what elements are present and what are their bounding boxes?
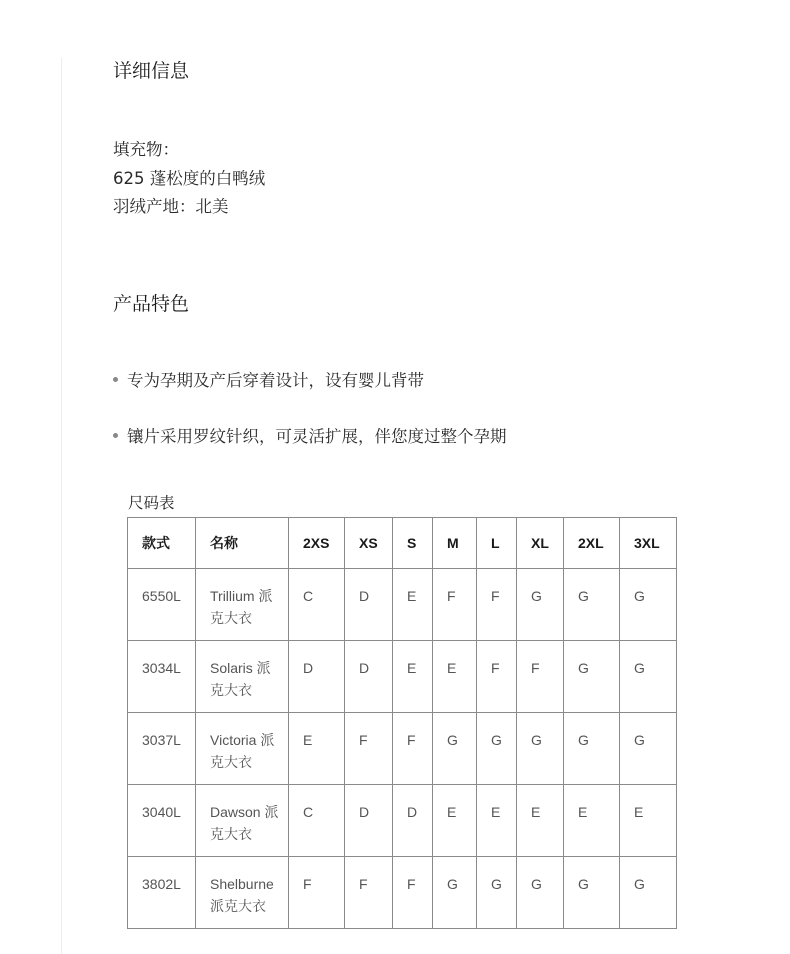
size-cell: E — [620, 785, 677, 857]
size-cell: F — [289, 857, 345, 929]
size-cell: G — [564, 857, 620, 929]
table-row — [128, 569, 677, 641]
header-size: L — [477, 518, 517, 569]
product-name: Victoria 派克大衣 — [196, 713, 289, 785]
size-cell: G — [620, 857, 677, 929]
table-row — [128, 641, 677, 713]
size-cell: G — [477, 857, 517, 929]
style-code: 3034L — [128, 641, 196, 713]
size-cell: G — [517, 713, 564, 785]
header-size: 2XS — [289, 518, 345, 569]
size-cell: G — [517, 569, 564, 641]
details-heading: 详细信息 — [113, 60, 190, 82]
size-cell: E — [477, 785, 517, 857]
size-table — [127, 517, 677, 929]
size-cell: E — [393, 641, 433, 713]
style-code: 6550L — [128, 569, 196, 641]
size-cell: F — [345, 857, 393, 929]
size-cell: F — [477, 569, 517, 641]
style-code: 3040L — [128, 785, 196, 857]
down-origin: 羽绒产地：北美 — [113, 197, 229, 216]
size-cell: G — [564, 641, 620, 713]
size-cell: F — [345, 713, 393, 785]
size-table-caption: 尺码表 — [128, 494, 175, 512]
bullet-icon — [113, 377, 118, 382]
size-cell: D — [345, 569, 393, 641]
product-name: Trillium 派克大衣 — [196, 569, 289, 641]
style-code: 3037L — [128, 713, 196, 785]
size-cell: G — [433, 857, 477, 929]
size-cell: G — [433, 713, 477, 785]
header-size: S — [393, 518, 433, 569]
table-header-row — [128, 518, 677, 569]
size-cell: C — [289, 785, 345, 857]
size-cell: G — [564, 713, 620, 785]
size-cell: G — [620, 641, 677, 713]
size-cell: D — [289, 641, 345, 713]
content-left-border — [61, 58, 62, 954]
header-size: XS — [345, 518, 393, 569]
size-cell: F — [517, 641, 564, 713]
size-cell: D — [393, 785, 433, 857]
header-size: XL — [517, 518, 564, 569]
size-cell: G — [564, 569, 620, 641]
features-heading: 产品特色 — [113, 293, 190, 315]
size-cell: E — [564, 785, 620, 857]
fill-label: 填充物： — [113, 140, 179, 159]
style-code: 3802L — [128, 857, 196, 929]
fill-value: 625 蓬松度的白鸭绒 — [113, 168, 266, 188]
size-cell: E — [393, 569, 433, 641]
size-cell: D — [345, 785, 393, 857]
size-cell: F — [393, 713, 433, 785]
feature-text: 专为孕期及产后穿着设计，设有婴儿背带 — [127, 371, 424, 390]
table-row — [128, 785, 677, 857]
feature-item — [113, 424, 507, 450]
header-size: 2XL — [564, 518, 620, 569]
size-cell: E — [433, 785, 477, 857]
bullet-icon — [113, 433, 118, 438]
size-cell: F — [433, 569, 477, 641]
size-cell: G — [517, 857, 564, 929]
size-cell: C — [289, 569, 345, 641]
size-cell: F — [477, 641, 517, 713]
size-cell: G — [477, 713, 517, 785]
product-name: Shelburne 派克大衣 — [196, 857, 289, 929]
product-name: Solaris 派克大衣 — [196, 641, 289, 713]
header-size: M — [433, 518, 477, 569]
table-row — [128, 857, 677, 929]
size-cell: F — [393, 857, 433, 929]
feature-text: 镶片采用罗纹针织，可灵活扩展，伴您度过整个孕期 — [127, 427, 507, 446]
size-cell: D — [345, 641, 393, 713]
header-style: 款式 — [128, 518, 196, 569]
table-row — [128, 713, 677, 785]
header-name: 名称 — [196, 518, 289, 569]
product-name: Dawson 派克大衣 — [196, 785, 289, 857]
feature-item — [113, 368, 424, 394]
size-cell: G — [620, 713, 677, 785]
header-size: 3XL — [620, 518, 677, 569]
details-list — [113, 136, 265, 222]
size-cell: E — [289, 713, 345, 785]
size-cell: E — [433, 641, 477, 713]
size-cell: G — [620, 569, 677, 641]
size-cell: E — [517, 785, 564, 857]
